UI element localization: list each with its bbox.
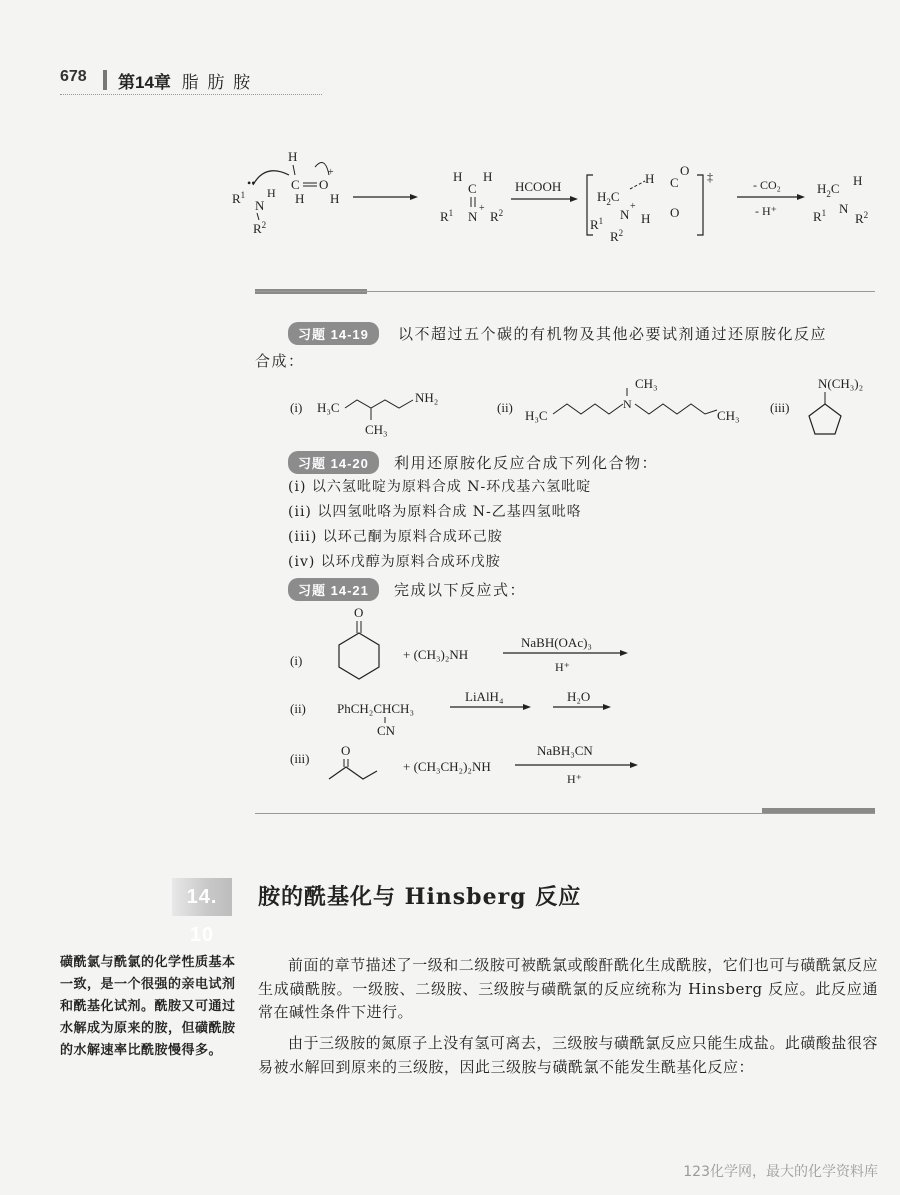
cyclopentane-ring bbox=[809, 404, 841, 434]
exercise-14-19-structures bbox=[285, 372, 875, 442]
transition-mark: ‡ bbox=[707, 170, 713, 184]
exercise-14-20 bbox=[288, 451, 658, 474]
box-bottom-accent bbox=[762, 808, 875, 813]
svg-text:H: H bbox=[453, 169, 463, 184]
svg-text:(i): (i) bbox=[290, 653, 303, 668]
mechanism-scheme bbox=[225, 145, 875, 245]
svg-text:H2C: $H_2C$ bbox=[597, 189, 620, 207]
svg-text:(i): (i) bbox=[290, 400, 303, 415]
svg-text:H: H bbox=[267, 186, 276, 200]
svg-text:R1: $R^1$ bbox=[813, 208, 827, 224]
svg-text:R1: $R^1$ bbox=[590, 216, 604, 232]
svg-text:+: + bbox=[479, 203, 485, 214]
chapter-heading bbox=[118, 68, 252, 93]
svg-text:H₃C: H₃C bbox=[525, 408, 548, 423]
reagent-hcooh: HCOOH bbox=[515, 179, 562, 194]
svg-text:N: N bbox=[620, 207, 630, 222]
chapter-title: 脂 肪 胺 bbox=[181, 73, 253, 92]
exercise-text: 以不超过五个碳的有机物及其他必要试剂通过还原胺化反应 bbox=[397, 325, 827, 343]
svg-text:R1: $R^1$ bbox=[440, 208, 454, 224]
loss-co2: - CO₂ bbox=[753, 178, 781, 192]
reaction-arrow-icon bbox=[603, 704, 611, 710]
svg-text:H: H bbox=[645, 171, 655, 186]
svg-text:H: H bbox=[295, 191, 305, 206]
svg-text:H: H bbox=[483, 169, 493, 184]
svg-text:H2C: $H_2C$ bbox=[817, 181, 840, 199]
svg-text:PhCH₂CHCH₃: PhCH₂CHCH₃ bbox=[337, 701, 414, 716]
svg-text:N(CH₃)₂: N(CH₃)₂ bbox=[818, 376, 864, 391]
chapter-label: 第14章 bbox=[118, 73, 171, 92]
svg-text:+: + bbox=[328, 167, 334, 178]
svg-text:H: H bbox=[641, 211, 651, 226]
svg-text:O: O bbox=[354, 605, 364, 620]
svg-text:CH₃: CH₃ bbox=[717, 408, 740, 423]
reaction-arrow-icon bbox=[523, 704, 531, 710]
svg-text:+ (CH₃CH₂)₂NH: + (CH₃CH₂)₂NH bbox=[403, 759, 491, 774]
body-paragraph-1: 前面的章节描述了一级和二级胺可被酰氯或酸酐酰化生成酰胺，它们也可与磺酰氯反应生成磺酰胺。一级胺、二级胺、三级胺与磺酰氯的反应统称为 Hinsberg 反应。此反应通常在碱性条件下进行。 bbox=[258, 956, 878, 1021]
svg-text:(iii): (iii) bbox=[290, 751, 310, 766]
svg-text:C: C bbox=[670, 175, 679, 190]
svg-text:H: H bbox=[853, 173, 863, 188]
exercise-item: (i) 以六氢吡啶为原料合成 N-环戊基六氢吡啶 bbox=[288, 479, 592, 495]
reaction-arrow-icon bbox=[620, 650, 628, 656]
exercise-text: 利用还原胺化反应合成下列化合物： bbox=[393, 454, 658, 472]
exercise-item: (iii) 以环己酮为原料合成环己胺 bbox=[288, 529, 503, 545]
svg-text:R2: $R^2$ bbox=[253, 220, 267, 236]
svg-text:(iii): (iii) bbox=[770, 400, 790, 415]
svg-text:••: •• bbox=[247, 176, 256, 190]
svg-text:C: C bbox=[291, 177, 300, 192]
exercise-14-21 bbox=[288, 578, 526, 601]
mech-r1: $R^1$ bbox=[232, 190, 246, 206]
box-bottom-rule bbox=[255, 813, 875, 814]
watermark: 123化学网，最大的化学资料库 bbox=[683, 1164, 878, 1180]
svg-text:R2: $R^2$ bbox=[610, 228, 624, 244]
svg-text:O: O bbox=[680, 163, 690, 178]
reaction-arrow-icon bbox=[570, 196, 578, 202]
svg-text:LiAlH₄: LiAlH₄ bbox=[465, 689, 504, 704]
box-top-rule bbox=[255, 291, 875, 292]
exercise-item: (iv) 以环戊醇为原料合成环戊胺 bbox=[288, 554, 501, 570]
header-rule bbox=[60, 94, 322, 95]
svg-text:R2: $R^2$ bbox=[855, 210, 869, 226]
svg-text:H₃C: H₃C bbox=[317, 400, 340, 415]
section-title: 胺的酰基化与 Hinsberg 反应 bbox=[258, 884, 582, 910]
svg-text:+: + bbox=[630, 201, 636, 212]
exercise-text: 完成以下反应式： bbox=[393, 581, 526, 599]
header-divider bbox=[103, 70, 107, 90]
svg-text:R2: $R^2$ bbox=[490, 208, 504, 224]
cyclohexanone-ring bbox=[339, 633, 379, 679]
reaction-arrow-icon bbox=[410, 194, 418, 200]
svg-text:H⁺: H⁺ bbox=[555, 660, 570, 674]
svg-text:CH₃: CH₃ bbox=[365, 422, 388, 437]
svg-text:O: O bbox=[341, 743, 351, 758]
svg-text:(ii): (ii) bbox=[290, 701, 306, 716]
svg-text:NaBH₃CN: NaBH₃CN bbox=[537, 743, 593, 758]
svg-text:C: C bbox=[468, 181, 477, 196]
exercise-text-cont: 合成： bbox=[255, 352, 305, 370]
reaction-arrow-icon bbox=[797, 194, 805, 200]
svg-text:H: H bbox=[288, 149, 298, 164]
exercise-badge: 习题 14-21 bbox=[288, 578, 379, 601]
margin-note: 磺酰氯与酰氯的化学性质基本一致，是一个很强的亲电试剂和酰基化试剂。酰胺又可通过水解成为原来的胺，但磺酰胺的水解速率比酰胺慢得多。 bbox=[60, 955, 236, 1058]
svg-text:H₂O: H₂O bbox=[567, 689, 591, 704]
svg-text:NH₂: NH₂ bbox=[415, 390, 439, 405]
svg-text:CH₃: CH₃ bbox=[635, 376, 658, 391]
section-number: 14. 10 bbox=[172, 878, 232, 916]
curved-arrow-icon bbox=[253, 171, 289, 185]
svg-text:N: N bbox=[623, 397, 632, 411]
svg-text:(ii): (ii) bbox=[497, 400, 513, 415]
svg-text:N: N bbox=[839, 201, 849, 216]
svg-text:+ (CH₃)₂NH: + (CH₃)₂NH bbox=[403, 647, 469, 662]
page-number: 678 bbox=[60, 68, 87, 85]
exercise-14-19 bbox=[288, 322, 827, 345]
svg-text:N: N bbox=[468, 209, 478, 224]
body-paragraph-2: 由于三级胺的氮原子上没有氢可离去，三级胺与磺酰氯反应只能生成盐。此磺酸盐很容易被水解回到原来的三级胺，因此三级胺与磺酰氯不能发生酰基化反应： bbox=[258, 1034, 878, 1076]
svg-text:CN: CN bbox=[377, 723, 396, 738]
reaction-arrow-icon bbox=[630, 762, 638, 768]
loss-h: - H⁺ bbox=[755, 204, 777, 218]
svg-text:O: O bbox=[319, 177, 329, 192]
svg-text:H⁺: H⁺ bbox=[567, 772, 582, 785]
svg-text:NaBH(OAc)₃: NaBH(OAc)₃ bbox=[521, 635, 592, 650]
exercise-badge: 习题 14-19 bbox=[288, 322, 379, 345]
svg-text:O: O bbox=[670, 205, 680, 220]
svg-text:N: N bbox=[255, 198, 265, 213]
exercise-badge: 习题 14-20 bbox=[288, 451, 379, 474]
svg-text:H: H bbox=[330, 191, 340, 206]
exercise-14-21-reactions bbox=[285, 605, 645, 785]
exercise-item: (ii) 以四氢吡咯为原料合成 N-乙基四氢吡咯 bbox=[288, 504, 582, 520]
